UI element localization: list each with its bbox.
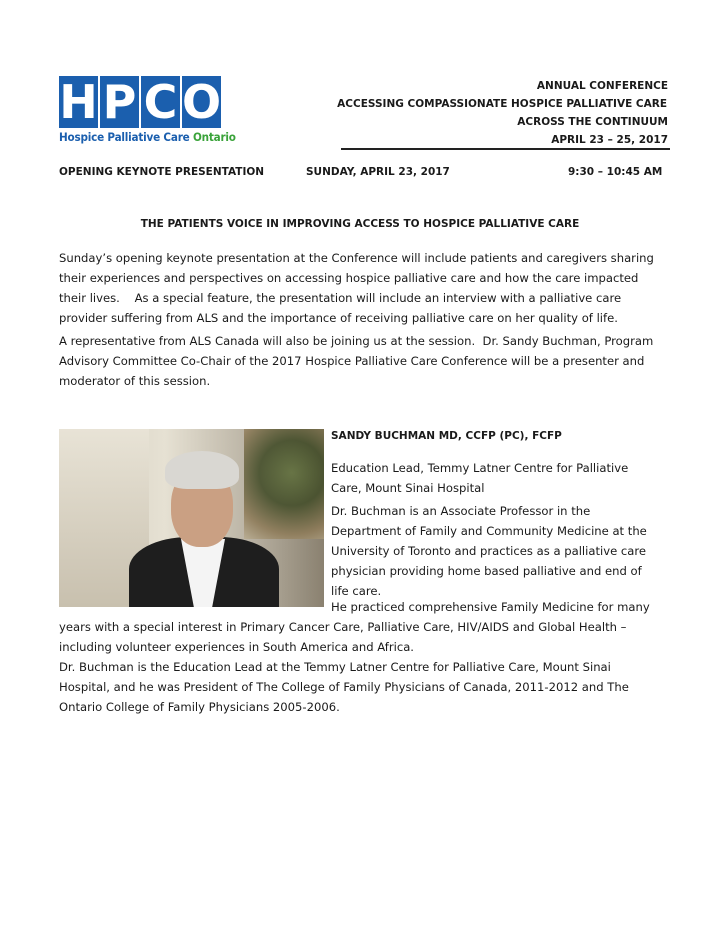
logo-letter-h: H [59, 75, 98, 129]
als-line: moderator of this session. [59, 374, 211, 388]
logo-letters [59, 76, 227, 128]
logo-tagline [59, 130, 236, 144]
role-line: Education Lead, Temmy Latner Centre for Palliative [331, 461, 629, 475]
bio-line: University of Toronto and practices as a palliative care [331, 544, 647, 558]
bio-line: Department of Family and Community Medicine at the [331, 524, 647, 538]
als-line: Advisory Committee Co-Chair of the 2017 Hospice Palliative Care Conference will be a presenter and [59, 354, 645, 368]
logo-tagline-ontario: Ontario [192, 130, 236, 144]
header-divider [341, 148, 670, 150]
session-date: SUNDAY, APRIL 23, 2017 [306, 166, 450, 178]
conference-theme: ACCESSING COMPASSIONATE HOSPICE PALLIATIVE CARE [337, 98, 667, 110]
bio-line: Hospital, and he was President of The College of Family Physicians of Canada, 2011-2012 and The [59, 680, 629, 694]
bio-line: physician providing home based palliative and end of [331, 564, 642, 578]
conference-label: ANNUAL CONFERENCE [536, 80, 668, 92]
speaker-photo [59, 429, 324, 607]
conference-theme-cont: ACROSS THE CONTINUUM [517, 116, 668, 128]
logo-tagline-main: Hospice Palliative Care [59, 130, 190, 144]
session-type: OPENING KEYNOTE PRESENTATION [59, 166, 265, 178]
als-paragraph [59, 331, 669, 391]
speaker-name: SANDY BUCHMAN MD, CCFP (PC), FCFP [331, 430, 562, 442]
bio-line: Dr. Buchman is the Education Lead at the Temmy Latner Centre for Palliative Care, Mount Sinai [59, 660, 611, 674]
intro-line: their experiences and perspectives on accessing hospice palliative care and how the care impacted [59, 271, 639, 285]
speaker-bio-2-start: He practiced comprehensive Family Medicine for many [331, 600, 650, 614]
role-line: Care, Mount Sinai Hospital [331, 481, 485, 495]
speaker-bio-3 [59, 657, 669, 717]
intro-line: Sunday’s opening keynote presentation at the Conference will include patients and caregivers sharing [59, 251, 654, 265]
intro-line: their lives. As a special feature, the presentation will include an interview with a palliative care [59, 291, 622, 305]
bio-line: Dr. Buchman is an Associate Professor in the [331, 504, 591, 518]
logo-letter-p: P [100, 76, 139, 128]
bio-line: years with a special interest in Primary Cancer Care, Palliative Care, HIV/AIDS and Global Health – [59, 620, 627, 634]
logo-letter-c: C [141, 76, 180, 128]
bio-line: Ontario College of Family Physicians 2005-2006. [59, 700, 340, 714]
speaker-bio-2 [59, 617, 669, 657]
presentation-title: THE PATIENTS VOICE IN IMPROVING ACCESS TO HOSPICE PALLIATIVE CARE [140, 218, 580, 230]
intro-line: provider suffering from ALS and the importance of receiving palliative care on her quality of life. [59, 311, 618, 325]
session-time: 9:30 – 10:45 AM [568, 166, 663, 178]
hpco-logo [59, 75, 236, 146]
bio-line: life care. [331, 584, 382, 598]
intro-paragraph [59, 248, 669, 328]
speaker-role [331, 458, 651, 498]
als-line: A representative from ALS Canada will also be joining us at the session. Dr. Sandy Buchman, Program [59, 334, 654, 348]
bio-line: including volunteer experiences in South America and Africa. [59, 640, 414, 654]
logo-letter-o: O [182, 75, 222, 129]
conference-dates: APRIL 23 – 25, 2017 [551, 134, 668, 146]
speaker-bio-1 [331, 501, 651, 601]
